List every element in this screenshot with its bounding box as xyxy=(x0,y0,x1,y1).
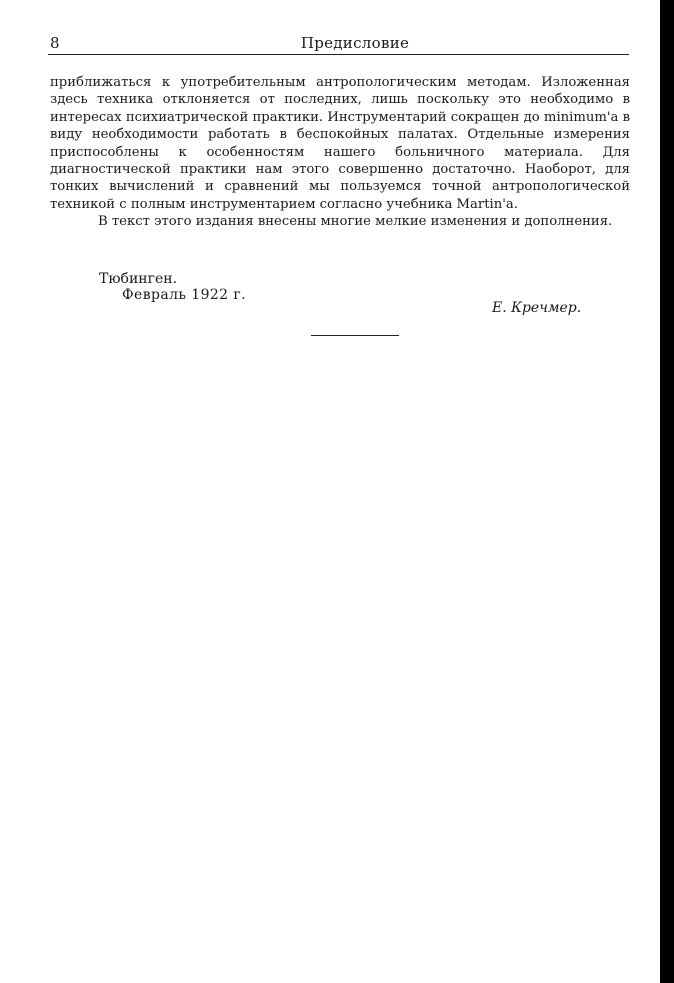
date-line: Февраль 1922 г. xyxy=(122,287,246,303)
running-head: Предисловие xyxy=(300,34,410,52)
page-edge-shadow xyxy=(660,0,674,983)
paragraph: В текст этого издания внесены многие мелкие изменения и дополнения. xyxy=(98,214,613,230)
main-text xyxy=(50,74,630,231)
author-signature: Е. Кречмер. xyxy=(492,300,582,316)
header-rule xyxy=(48,54,629,55)
page-number: 8 xyxy=(50,34,60,52)
paragraph: приближаться к употребительным антропологическим методам. Изложенная здесь техника отклоняется от последних, лишь поскольку это необходимо в интересах психиатрической практики. Инструментарий сокращен до minimum'а в виду необходимости работать в беспокойных палатах. Отдельные измерения приспособлены к особенностям нашего больничного материала. Для диагностической практики нам этого совершенно достаточно. Наоборот, для тонких вычислений и сравнений мы пользуемся точной антропологической техникой с полным инструментарием согласно учебника Martin'а. xyxy=(50,75,630,212)
closing-rule xyxy=(311,335,399,336)
place-line: Тюбинген. xyxy=(99,271,178,287)
